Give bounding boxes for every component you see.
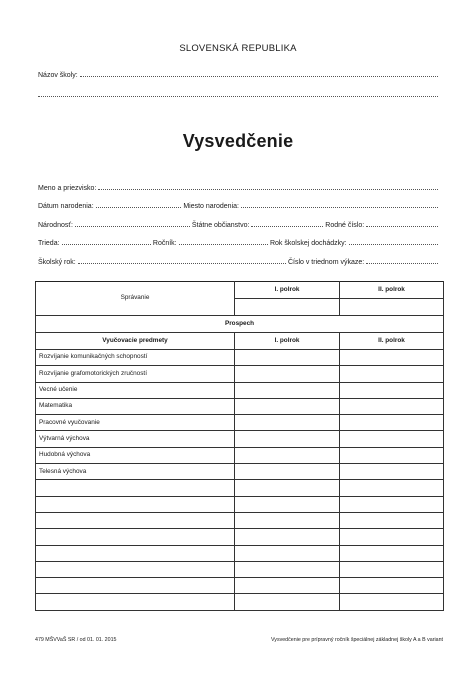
grade-year-line[interactable] bbox=[179, 244, 268, 245]
subject-name bbox=[36, 545, 235, 561]
behavior-term1-cell[interactable] bbox=[235, 299, 340, 316]
grades-table bbox=[35, 281, 444, 611]
class-line[interactable] bbox=[62, 244, 151, 245]
subject-name: Hudobná výchova bbox=[36, 447, 235, 463]
subject-name bbox=[36, 561, 235, 577]
register-number-line[interactable] bbox=[366, 263, 438, 264]
table-row bbox=[36, 350, 444, 366]
behavior-term2-header: II. polrok bbox=[340, 282, 444, 299]
birth-place-line[interactable] bbox=[241, 207, 438, 208]
country-heading: SLOVENSKÁ REPUBLIKA bbox=[179, 43, 297, 54]
grade-term2-cell[interactable] bbox=[340, 398, 444, 414]
name-line[interactable] bbox=[98, 189, 438, 190]
birth-row[interactable] bbox=[38, 200, 440, 210]
grade-term1-cell[interactable] bbox=[235, 382, 340, 398]
table-row bbox=[36, 512, 444, 528]
table-row bbox=[36, 561, 444, 577]
subject-name: Rozvíjanie komunikačných schopností bbox=[36, 350, 235, 366]
grade-term2-cell[interactable] bbox=[340, 529, 444, 545]
progress-term1-header: I. polrok bbox=[235, 333, 340, 350]
grade-term2-cell[interactable] bbox=[340, 431, 444, 447]
subject-rows bbox=[36, 350, 444, 611]
nationality-label: Národnosť: bbox=[38, 222, 73, 229]
attendance-year-label: Rok školskej dochádzky: bbox=[269, 240, 347, 247]
table-row bbox=[36, 480, 444, 496]
birth-date-line[interactable] bbox=[96, 207, 182, 208]
school-year-label: Školský rok: bbox=[38, 259, 76, 266]
citizenship-label: Štátne občianstvo: bbox=[191, 222, 250, 229]
table-row bbox=[36, 398, 444, 414]
grade-term1-cell[interactable] bbox=[235, 512, 340, 528]
footer-form-code: 479 MŠVVaŠ SR / od 01. 01. 2015 bbox=[35, 637, 117, 643]
class-label: Trieda: bbox=[38, 240, 60, 247]
behavior-label: Správanie bbox=[36, 282, 235, 316]
subject-name bbox=[36, 496, 235, 512]
school-name-field[interactable] bbox=[38, 69, 440, 79]
table-row bbox=[36, 545, 444, 561]
grade-term2-cell[interactable] bbox=[340, 578, 444, 594]
document-title: Vysvedčenie bbox=[182, 131, 294, 151]
table-row bbox=[36, 594, 444, 610]
grade-term2-cell[interactable] bbox=[340, 512, 444, 528]
subject-name: Pracovné vyučovanie bbox=[36, 415, 235, 431]
subject-name bbox=[36, 512, 235, 528]
grade-term1-cell[interactable] bbox=[235, 561, 340, 577]
table-row bbox=[36, 366, 444, 382]
school-name-label: Názov školy: bbox=[38, 72, 78, 79]
grade-term1-cell[interactable] bbox=[235, 415, 340, 431]
subject-name: Rozvíjanie grafomotorických zručností bbox=[36, 366, 235, 382]
class-row[interactable] bbox=[38, 237, 440, 247]
grade-term2-cell[interactable] bbox=[340, 447, 444, 463]
subjects-header: Vyučovacie predmety bbox=[36, 333, 235, 350]
subject-name: Výtvarná výchova bbox=[36, 431, 235, 447]
grade-term2-cell[interactable] bbox=[340, 561, 444, 577]
grade-year-label: Ročník: bbox=[152, 240, 177, 247]
progress-term2-header: II. polrok bbox=[340, 333, 444, 350]
grade-term2-cell[interactable] bbox=[340, 382, 444, 398]
grade-term1-cell[interactable] bbox=[235, 398, 340, 414]
school-name-line-2[interactable] bbox=[38, 96, 438, 97]
table-row bbox=[36, 578, 444, 594]
grade-term1-cell[interactable] bbox=[235, 578, 340, 594]
table-row bbox=[36, 431, 444, 447]
subject-name bbox=[36, 594, 235, 610]
grade-term1-cell[interactable] bbox=[235, 529, 340, 545]
grade-term1-cell[interactable] bbox=[235, 431, 340, 447]
subject-name bbox=[36, 480, 235, 496]
grade-term2-cell[interactable] bbox=[340, 496, 444, 512]
grade-term1-cell[interactable] bbox=[235, 594, 340, 610]
grade-term1-cell[interactable] bbox=[235, 350, 340, 366]
birth-number-label: Rodné číslo: bbox=[325, 222, 365, 229]
school-year-row[interactable] bbox=[38, 256, 440, 266]
grade-term2-cell[interactable] bbox=[340, 366, 444, 382]
grade-term2-cell[interactable] bbox=[340, 415, 444, 431]
attendance-year-line[interactable] bbox=[349, 244, 438, 245]
subject-name: Telesná výchova bbox=[36, 464, 235, 480]
grade-term2-cell[interactable] bbox=[340, 545, 444, 561]
birth-number-line[interactable] bbox=[366, 226, 438, 227]
school-name-continuation[interactable] bbox=[38, 89, 440, 99]
grade-term1-cell[interactable] bbox=[235, 366, 340, 382]
footer-document-note: Vysvedčenie pre prípravný ročník špeciálnej základnej školy A a B variant bbox=[270, 637, 443, 643]
name-row[interactable] bbox=[38, 182, 440, 192]
school-name-line[interactable] bbox=[80, 76, 438, 77]
name-label: Meno a priezvisko: bbox=[38, 185, 97, 192]
table-row bbox=[36, 529, 444, 545]
table-row bbox=[36, 496, 444, 512]
behavior-term2-cell[interactable] bbox=[340, 299, 444, 316]
subject-name: Matematika bbox=[36, 398, 235, 414]
nationality-row[interactable] bbox=[38, 219, 440, 229]
birth-date-label: Dátum narodenia: bbox=[38, 203, 94, 210]
subject-name bbox=[36, 578, 235, 594]
grade-term2-cell[interactable] bbox=[340, 350, 444, 366]
grade-term1-cell[interactable] bbox=[235, 464, 340, 480]
grade-term1-cell[interactable] bbox=[235, 480, 340, 496]
behavior-term1-header: I. polrok bbox=[235, 282, 340, 299]
table-row bbox=[36, 415, 444, 431]
nationality-line[interactable] bbox=[75, 226, 190, 227]
grade-term2-cell[interactable] bbox=[340, 464, 444, 480]
table-row bbox=[36, 464, 444, 480]
grade-term2-cell[interactable] bbox=[340, 480, 444, 496]
grade-term1-cell[interactable] bbox=[235, 545, 340, 561]
school-year-line[interactable] bbox=[78, 263, 286, 264]
grade-term1-cell[interactable] bbox=[235, 447, 340, 463]
birth-place-label: Miesto narodenia: bbox=[183, 203, 239, 210]
subject-name: Vecné učenie bbox=[36, 382, 235, 398]
citizenship-line[interactable] bbox=[251, 226, 323, 227]
grade-term2-cell[interactable] bbox=[340, 594, 444, 610]
progress-heading: Prospech bbox=[36, 316, 444, 333]
grade-term1-cell[interactable] bbox=[235, 496, 340, 512]
subject-name bbox=[36, 529, 235, 545]
register-number-label: Číslo v triednom výkaze: bbox=[287, 259, 365, 266]
table-row bbox=[36, 447, 444, 463]
table-row bbox=[36, 382, 444, 398]
